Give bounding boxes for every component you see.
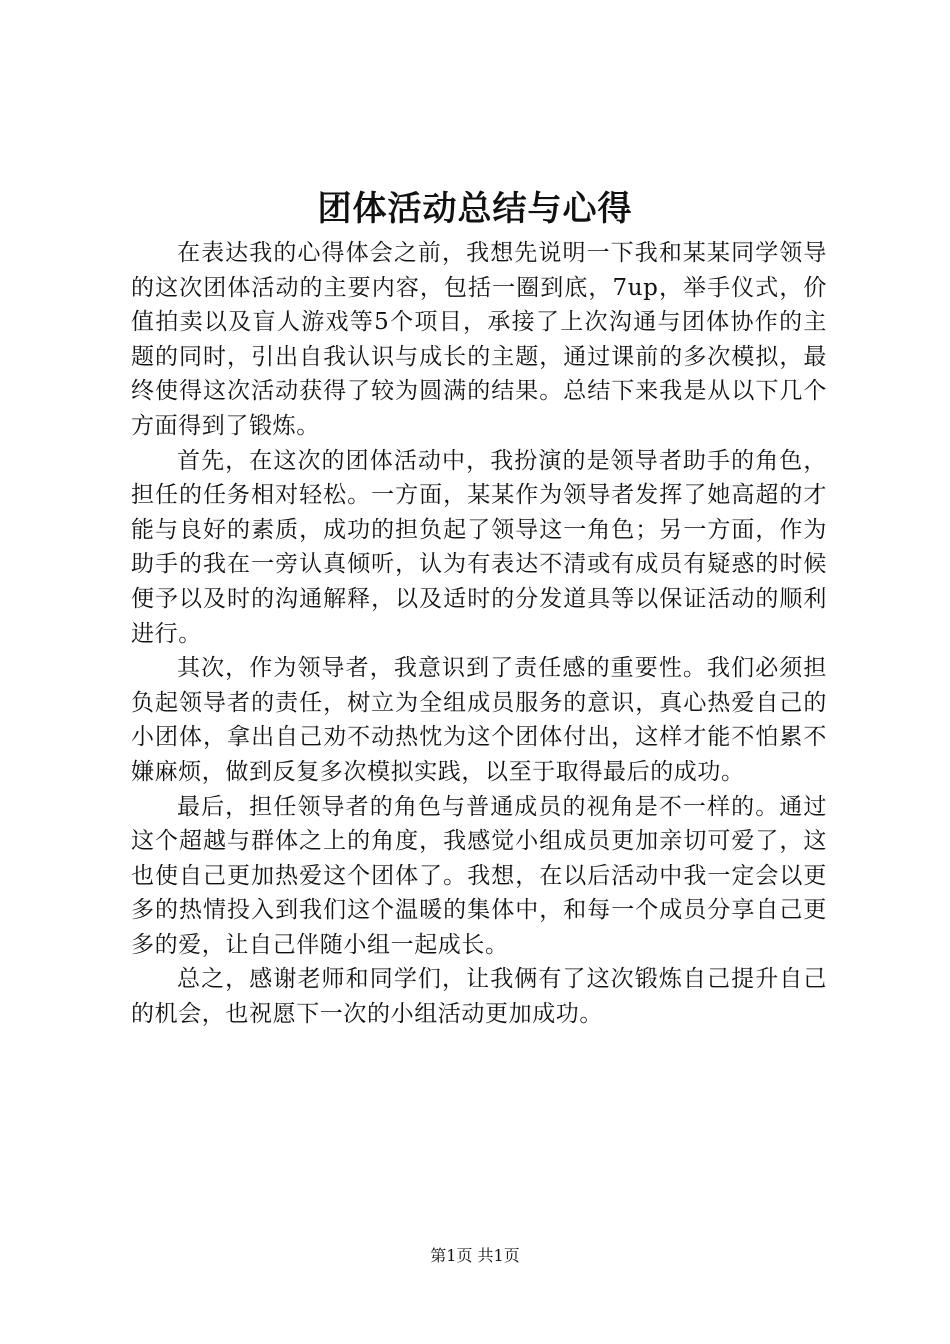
paragraph-last: 最后，担任领导者的角色与普通成员的视角是不一样的。通过这个超越与群体之上的角度，我感觉小组成员更加亲切可爱了，这也使自己更加热爱这个团体了。我想，在以后活动中我一定会以更多的热情投入到我们这个温暖的集体中，和每一个成员分享自己更多的爱，让自己伴随小组一起成长。: [131, 793, 827, 958]
paragraph-conclusion: 总之，感谢老师和同学们，让我俩有了这次锻炼自己提升自己的机会，也祝愿下一次的小组活动更加成功。: [131, 966, 827, 1028]
paragraph-first: 首先，在这次的团体活动中，我扮演的是领导者助手的角色，担任的任务相对轻松。一方面，某某作为领导者发挥了她高超的才能与良好的素质，成功的担负起了领导这一角色；另一方面，作为助手的我在一旁认真倾听，认为有表达不清或有成员有疑惑的时候便予以及时的沟通解释，以及适时的分发道具等以保证活动的顺利进行。: [131, 447, 827, 647]
document-body: [131, 236, 827, 1032]
document-title: 团体活动总结与心得: [317, 189, 633, 229]
page-number-footer: 第1页 共1页: [430, 1246, 520, 1265]
paragraph-intro: 在表达我的心得体会之前，我想先说明一下我和某某同学领导的这次团体活动的主要内容，包括一圈到底，7up，举手仪式，价值拍卖以及盲人游戏等5个项目，承接了上次沟通与团体协作的主题的同时，引出自我认识与成长的主题，通过课前的多次模拟，最终使得这次活动获得了较为圆满的结果。总结下来我是从以下几个方面得到了锻炼。: [131, 240, 827, 439]
paragraph-second: 其次，作为领导者，我意识到了责任感的重要性。我们必须担负起领导者的责任，树立为全组成员服务的意识，真心热爱自己的小团体，拿出自己劝不动热忱为这个团体付出，这样才能不怕累不嫌麻烦，做到反复多次模拟实践，以至于取得最后的成功。: [131, 655, 827, 785]
